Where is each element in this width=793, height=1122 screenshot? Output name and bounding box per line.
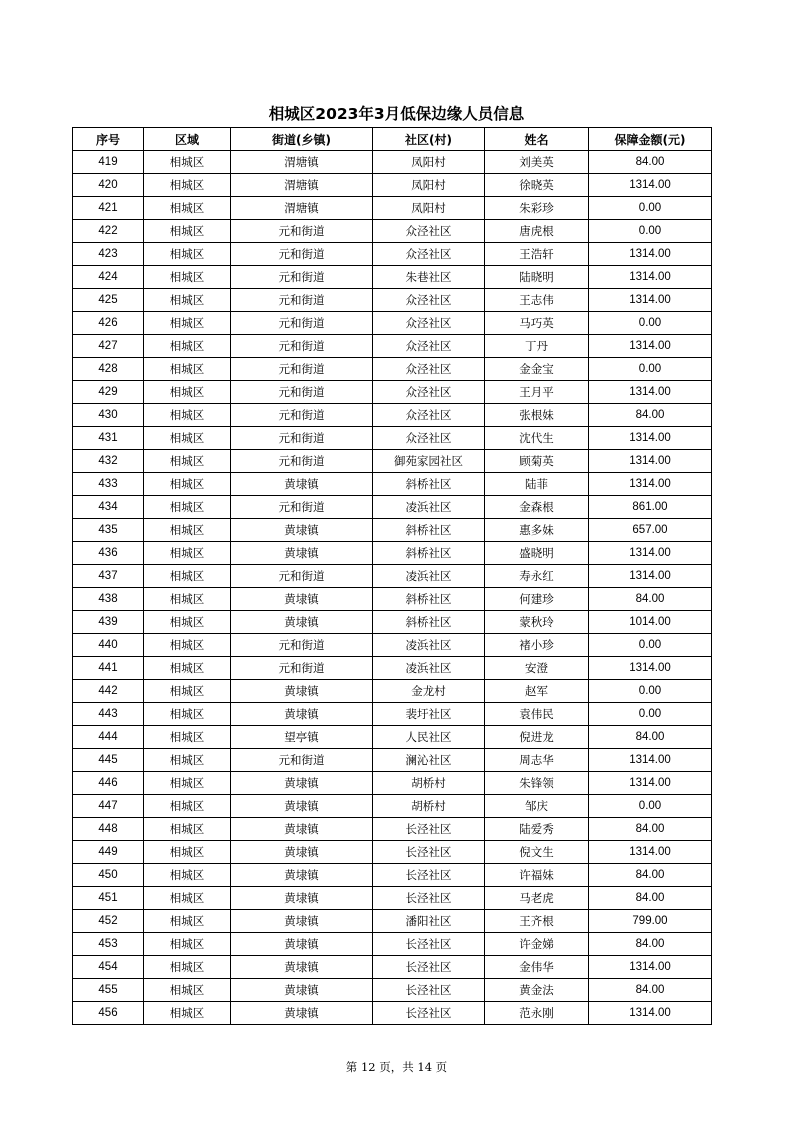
- cell-district: 相城区: [144, 473, 231, 496]
- table-row: [73, 933, 712, 956]
- cell-serial: 456: [73, 1002, 144, 1025]
- cell-amount: 1314.00: [589, 841, 712, 864]
- cell-community: 长泾社区: [373, 1002, 485, 1025]
- cell-amount: 1314.00: [589, 450, 712, 473]
- cell-district: 相城区: [144, 450, 231, 473]
- table-row: [73, 289, 712, 312]
- cell-name: 赵军: [485, 680, 589, 703]
- cell-amount: 84.00: [589, 404, 712, 427]
- col-header-street: 街道(乡镇): [231, 128, 373, 151]
- cell-name: 寿永红: [485, 565, 589, 588]
- cell-district: 相城区: [144, 427, 231, 450]
- cell-community: 潘阳社区: [373, 910, 485, 933]
- cell-name: 王浩轩: [485, 243, 589, 266]
- table-row: [73, 542, 712, 565]
- cell-amount: 0.00: [589, 703, 712, 726]
- cell-serial: 435: [73, 519, 144, 542]
- cell-community: 长泾社区: [373, 864, 485, 887]
- cell-serial: 449: [73, 841, 144, 864]
- cell-serial: 424: [73, 266, 144, 289]
- cell-amount: 799.00: [589, 910, 712, 933]
- cell-name: 金金宝: [485, 358, 589, 381]
- cell-community: 长泾社区: [373, 818, 485, 841]
- cell-name: 倪进龙: [485, 726, 589, 749]
- cell-community: 凌浜社区: [373, 634, 485, 657]
- table-row: [73, 404, 712, 427]
- cell-community: 澜沁社区: [373, 749, 485, 772]
- cell-street: 元和街道: [231, 427, 373, 450]
- cell-name: 金森根: [485, 496, 589, 519]
- cell-community: 人民社区: [373, 726, 485, 749]
- table-row: [73, 795, 712, 818]
- cell-street: 元和街道: [231, 381, 373, 404]
- cell-name: 刘美英: [485, 151, 589, 174]
- cell-district: 相城区: [144, 243, 231, 266]
- cell-name: 马老虎: [485, 887, 589, 910]
- col-header-name: 姓名: [485, 128, 589, 151]
- cell-district: 相城区: [144, 1002, 231, 1025]
- cell-name: 周志华: [485, 749, 589, 772]
- cell-district: 相城区: [144, 220, 231, 243]
- cell-name: 沈代生: [485, 427, 589, 450]
- cell-serial: 430: [73, 404, 144, 427]
- cell-serial: 441: [73, 657, 144, 680]
- cell-district: 相城区: [144, 910, 231, 933]
- cell-district: 相城区: [144, 381, 231, 404]
- cell-amount: 1314.00: [589, 174, 712, 197]
- cell-community: 御苑家园社区: [373, 450, 485, 473]
- table-row: [73, 1002, 712, 1025]
- cell-serial: 422: [73, 220, 144, 243]
- cell-street: 元和街道: [231, 749, 373, 772]
- cell-amount: 84.00: [589, 726, 712, 749]
- cell-district: 相城区: [144, 956, 231, 979]
- cell-serial: 437: [73, 565, 144, 588]
- cell-amount: 1314.00: [589, 956, 712, 979]
- cell-street: 黄埭镇: [231, 910, 373, 933]
- cell-street: 望亭镇: [231, 726, 373, 749]
- cell-district: 相城区: [144, 565, 231, 588]
- cell-street: 元和街道: [231, 220, 373, 243]
- cell-name: 黄金法: [485, 979, 589, 1002]
- table-header-row: [73, 128, 712, 151]
- cell-serial: 431: [73, 427, 144, 450]
- table-row: [73, 358, 712, 381]
- cell-community: 胡桥村: [373, 772, 485, 795]
- cell-community: 凤阳村: [373, 151, 485, 174]
- cell-amount: 1314.00: [589, 542, 712, 565]
- cell-amount: 0.00: [589, 220, 712, 243]
- cell-street: 黄埭镇: [231, 956, 373, 979]
- cell-amount: 0.00: [589, 312, 712, 335]
- cell-street: 元和街道: [231, 496, 373, 519]
- table-row: [73, 197, 712, 220]
- cell-community: 斜桥社区: [373, 519, 485, 542]
- cell-community: 金龙村: [373, 680, 485, 703]
- cell-serial: 419: [73, 151, 144, 174]
- cell-community: 朱巷社区: [373, 266, 485, 289]
- cell-serial: 425: [73, 289, 144, 312]
- cell-name: 蒙秋玲: [485, 611, 589, 634]
- cell-district: 相城区: [144, 841, 231, 864]
- cell-district: 相城区: [144, 795, 231, 818]
- cell-street: 元和街道: [231, 312, 373, 335]
- cell-street: 元和街道: [231, 266, 373, 289]
- cell-street: 黄埭镇: [231, 772, 373, 795]
- cell-district: 相城区: [144, 404, 231, 427]
- cell-community: 众泾社区: [373, 427, 485, 450]
- cell-name: 范永刚: [485, 1002, 589, 1025]
- cell-community: 长泾社区: [373, 841, 485, 864]
- table-row: [73, 887, 712, 910]
- cell-amount: 84.00: [589, 151, 712, 174]
- table-row: [73, 243, 712, 266]
- cell-name: 许福妹: [485, 864, 589, 887]
- table-row: [73, 312, 712, 335]
- cell-street: 黄埭镇: [231, 680, 373, 703]
- table-row: [73, 634, 712, 657]
- cell-amount: 1014.00: [589, 611, 712, 634]
- table-row: [73, 335, 712, 358]
- cell-street: 黄埭镇: [231, 588, 373, 611]
- cell-name: 马巧英: [485, 312, 589, 335]
- cell-street: 元和街道: [231, 243, 373, 266]
- table-row: [73, 772, 712, 795]
- cell-street: 元和街道: [231, 565, 373, 588]
- cell-amount: 1314.00: [589, 335, 712, 358]
- cell-amount: 1314.00: [589, 266, 712, 289]
- cell-name: 袁伟民: [485, 703, 589, 726]
- cell-serial: 433: [73, 473, 144, 496]
- cell-community: 长泾社区: [373, 887, 485, 910]
- cell-amount: 657.00: [589, 519, 712, 542]
- cell-district: 相城区: [144, 933, 231, 956]
- cell-street: 元和街道: [231, 657, 373, 680]
- cell-community: 众泾社区: [373, 220, 485, 243]
- cell-district: 相城区: [144, 151, 231, 174]
- cell-district: 相城区: [144, 335, 231, 358]
- cell-district: 相城区: [144, 680, 231, 703]
- table-row: [73, 519, 712, 542]
- table-row: [73, 910, 712, 933]
- cell-name: 王齐根: [485, 910, 589, 933]
- cell-amount: 0.00: [589, 358, 712, 381]
- cell-amount: 1314.00: [589, 289, 712, 312]
- cell-amount: 1314.00: [589, 565, 712, 588]
- cell-amount: 861.00: [589, 496, 712, 519]
- cell-amount: 1314.00: [589, 243, 712, 266]
- cell-amount: 84.00: [589, 588, 712, 611]
- cell-street: 黄埭镇: [231, 611, 373, 634]
- cell-serial: 436: [73, 542, 144, 565]
- cell-community: 斜桥社区: [373, 473, 485, 496]
- cell-serial: 440: [73, 634, 144, 657]
- cell-district: 相城区: [144, 979, 231, 1002]
- col-header-serial: 序号: [73, 128, 144, 151]
- cell-name: 惠多妹: [485, 519, 589, 542]
- cell-street: 渭塘镇: [231, 151, 373, 174]
- cell-street: 黄埭镇: [231, 818, 373, 841]
- cell-amount: 0.00: [589, 795, 712, 818]
- cell-name: 王月平: [485, 381, 589, 404]
- cell-name: 何建珍: [485, 588, 589, 611]
- cell-community: 长泾社区: [373, 979, 485, 1002]
- cell-name: 倪文生: [485, 841, 589, 864]
- cell-district: 相城区: [144, 611, 231, 634]
- cell-serial: 454: [73, 956, 144, 979]
- cell-street: 黄埭镇: [231, 473, 373, 496]
- cell-street: 黄埭镇: [231, 519, 373, 542]
- cell-community: 凌浜社区: [373, 657, 485, 680]
- cell-serial: 450: [73, 864, 144, 887]
- cell-community: 凌浜社区: [373, 565, 485, 588]
- cell-serial: 453: [73, 933, 144, 956]
- cell-amount: 0.00: [589, 197, 712, 220]
- table-row: [73, 864, 712, 887]
- cell-serial: 455: [73, 979, 144, 1002]
- table-row: [73, 473, 712, 496]
- table-row: [73, 657, 712, 680]
- table-body: [73, 151, 712, 1025]
- cell-street: 元和街道: [231, 289, 373, 312]
- table-row: [73, 427, 712, 450]
- cell-community: 凤阳村: [373, 174, 485, 197]
- cell-name: 顾菊英: [485, 450, 589, 473]
- table-row: [73, 381, 712, 404]
- cell-street: 元和街道: [231, 404, 373, 427]
- cell-serial: 446: [73, 772, 144, 795]
- cell-serial: 439: [73, 611, 144, 634]
- cell-street: 黄埭镇: [231, 703, 373, 726]
- cell-street: 元和街道: [231, 450, 373, 473]
- cell-amount: 1314.00: [589, 381, 712, 404]
- cell-district: 相城区: [144, 496, 231, 519]
- cell-serial: 452: [73, 910, 144, 933]
- cell-community: 斜桥社区: [373, 588, 485, 611]
- cell-street: 黄埭镇: [231, 864, 373, 887]
- cell-district: 相城区: [144, 588, 231, 611]
- cell-serial: 438: [73, 588, 144, 611]
- cell-name: 王志伟: [485, 289, 589, 312]
- cell-district: 相城区: [144, 312, 231, 335]
- cell-serial: 448: [73, 818, 144, 841]
- cell-district: 相城区: [144, 197, 231, 220]
- table-row: [73, 680, 712, 703]
- table-row: [73, 818, 712, 841]
- cell-amount: 0.00: [589, 634, 712, 657]
- cell-street: 渭塘镇: [231, 197, 373, 220]
- cell-street: 元和街道: [231, 335, 373, 358]
- cell-community: 众泾社区: [373, 335, 485, 358]
- cell-serial: 423: [73, 243, 144, 266]
- table-row: [73, 266, 712, 289]
- cell-amount: 1314.00: [589, 772, 712, 795]
- cell-community: 长泾社区: [373, 933, 485, 956]
- cell-district: 相城区: [144, 772, 231, 795]
- cell-serial: 428: [73, 358, 144, 381]
- cell-street: 黄埭镇: [231, 1002, 373, 1025]
- cell-district: 相城区: [144, 887, 231, 910]
- cell-serial: 442: [73, 680, 144, 703]
- cell-name: 张根妹: [485, 404, 589, 427]
- cell-serial: 426: [73, 312, 144, 335]
- cell-street: 黄埭镇: [231, 933, 373, 956]
- cell-community: 众泾社区: [373, 243, 485, 266]
- cell-serial: 451: [73, 887, 144, 910]
- cell-street: 元和街道: [231, 634, 373, 657]
- cell-district: 相城区: [144, 266, 231, 289]
- page-title: 相城区2023年3月低保边缘人员信息: [268, 105, 525, 123]
- cell-name: 丁丹: [485, 335, 589, 358]
- cell-name: 邹庆: [485, 795, 589, 818]
- cell-community: 凌浜社区: [373, 496, 485, 519]
- cell-street: 黄埭镇: [231, 887, 373, 910]
- cell-name: 朱彩珍: [485, 197, 589, 220]
- cell-district: 相城区: [144, 289, 231, 312]
- cell-serial: 432: [73, 450, 144, 473]
- cell-serial: 420: [73, 174, 144, 197]
- cell-community: 斜桥社区: [373, 542, 485, 565]
- table-row: [73, 174, 712, 197]
- table-row: [73, 151, 712, 174]
- cell-amount: 0.00: [589, 680, 712, 703]
- cell-serial: 447: [73, 795, 144, 818]
- cell-name: 褚小珍: [485, 634, 589, 657]
- table-row: [73, 565, 712, 588]
- cell-serial: 443: [73, 703, 144, 726]
- cell-district: 相城区: [144, 749, 231, 772]
- table-row: [73, 611, 712, 634]
- page-footer: 第 12 页，共 14 页: [345, 1060, 448, 1074]
- cell-serial: 444: [73, 726, 144, 749]
- cell-serial: 427: [73, 335, 144, 358]
- cell-amount: 1314.00: [589, 473, 712, 496]
- cell-name: 盛晓明: [485, 542, 589, 565]
- cell-community: 众泾社区: [373, 358, 485, 381]
- table-row: [73, 496, 712, 519]
- cell-name: 金伟华: [485, 956, 589, 979]
- col-header-community: 社区(村): [373, 128, 485, 151]
- cell-community: 凤阳村: [373, 197, 485, 220]
- cell-community: 斜桥社区: [373, 611, 485, 634]
- table-row: [73, 703, 712, 726]
- cell-district: 相城区: [144, 657, 231, 680]
- cell-serial: 421: [73, 197, 144, 220]
- cell-serial: 434: [73, 496, 144, 519]
- cell-name: 陆菲: [485, 473, 589, 496]
- cell-street: 黄埭镇: [231, 979, 373, 1002]
- cell-amount: 1314.00: [589, 657, 712, 680]
- table-row: [73, 841, 712, 864]
- cell-street: 黄埭镇: [231, 841, 373, 864]
- cell-district: 相城区: [144, 519, 231, 542]
- table-row: [73, 588, 712, 611]
- cell-district: 相城区: [144, 358, 231, 381]
- cell-community: 众泾社区: [373, 289, 485, 312]
- cell-community: 胡桥村: [373, 795, 485, 818]
- cell-serial: 429: [73, 381, 144, 404]
- cell-district: 相城区: [144, 174, 231, 197]
- cell-street: 渭塘镇: [231, 174, 373, 197]
- cell-community: 众泾社区: [373, 312, 485, 335]
- cell-community: 众泾社区: [373, 404, 485, 427]
- table-row: [73, 956, 712, 979]
- cell-district: 相城区: [144, 634, 231, 657]
- cell-amount: 84.00: [589, 864, 712, 887]
- cell-district: 相城区: [144, 542, 231, 565]
- col-header-district: 区域: [144, 128, 231, 151]
- cell-name: 唐虎根: [485, 220, 589, 243]
- cell-amount: 84.00: [589, 933, 712, 956]
- cell-district: 相城区: [144, 726, 231, 749]
- cell-amount: 1314.00: [589, 427, 712, 450]
- cell-community: 众泾社区: [373, 381, 485, 404]
- table-row: [73, 450, 712, 473]
- cell-community: 长泾社区: [373, 956, 485, 979]
- cell-amount: 1314.00: [589, 749, 712, 772]
- cell-amount: 1314.00: [589, 1002, 712, 1025]
- cell-street: 黄埭镇: [231, 542, 373, 565]
- cell-amount: 84.00: [589, 818, 712, 841]
- cell-serial: 445: [73, 749, 144, 772]
- roster-table: [72, 127, 712, 1025]
- cell-name: 朱锋领: [485, 772, 589, 795]
- table-row: [73, 220, 712, 243]
- cell-street: 黄埭镇: [231, 795, 373, 818]
- cell-name: 陆爱秀: [485, 818, 589, 841]
- cell-district: 相城区: [144, 703, 231, 726]
- cell-amount: 84.00: [589, 979, 712, 1002]
- cell-district: 相城区: [144, 864, 231, 887]
- table-row: [73, 726, 712, 749]
- table-row: [73, 979, 712, 1002]
- cell-name: 安澄: [485, 657, 589, 680]
- cell-district: 相城区: [144, 818, 231, 841]
- cell-street: 元和街道: [231, 358, 373, 381]
- cell-amount: 84.00: [589, 887, 712, 910]
- cell-community: 裴圩社区: [373, 703, 485, 726]
- cell-name: 徐晓英: [485, 174, 589, 197]
- table-row: [73, 749, 712, 772]
- cell-name: 许金娣: [485, 933, 589, 956]
- col-header-amount: 保障金额(元): [589, 128, 712, 151]
- cell-name: 陆晓明: [485, 266, 589, 289]
